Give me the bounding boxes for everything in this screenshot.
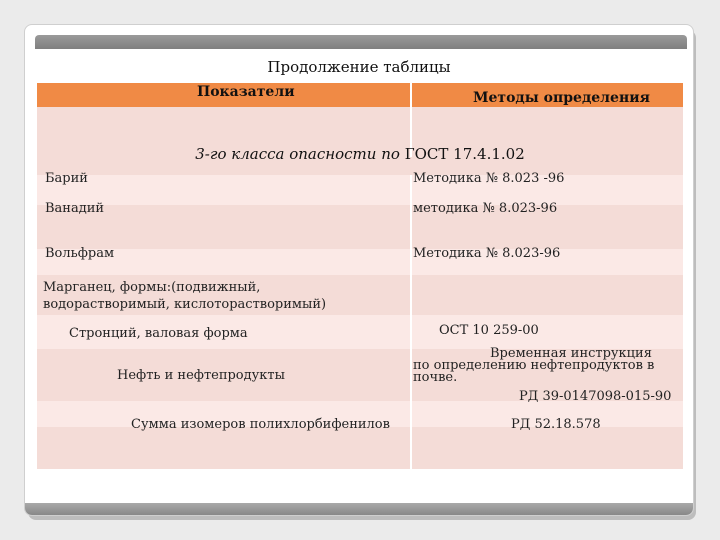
row-indicator-line1: Марганец, формы:(подвижный, xyxy=(43,280,261,295)
row-method: Методика № 8.023 -96 xyxy=(413,171,565,186)
table-caption: Продолжение таблицы xyxy=(267,58,451,76)
row-band xyxy=(37,175,683,205)
row-method: методика № 8.023-96 xyxy=(413,201,558,216)
row-indicator: Барий xyxy=(45,171,88,186)
subheading-standard: ГОСТ 17.4.1.02 xyxy=(404,145,525,163)
row-method-line4: РД 39-0147098-015-90 xyxy=(519,389,672,404)
header-indicators: Показатели xyxy=(197,84,295,100)
header-divider xyxy=(410,83,412,107)
row-indicator: Сумма изомеров полихлорбифенилов xyxy=(131,417,390,432)
subheading-italic: 3-го класса опасности по xyxy=(195,145,400,163)
row-indicator: Ванадий xyxy=(45,201,105,216)
data-table xyxy=(37,83,683,469)
row-method-line3: почве. xyxy=(413,370,458,385)
row-method-line2: по определению нефтепродуктов в xyxy=(413,358,655,373)
hazard-class-subheading xyxy=(37,145,683,163)
header-methods: Методы определения xyxy=(473,90,650,106)
row-indicator: Вольфрам xyxy=(45,246,115,261)
row-indicator: Нефть и нефтепродукты xyxy=(117,368,285,383)
slide xyxy=(24,24,694,516)
column-divider xyxy=(410,175,412,469)
row-method: Методика № 8.023-96 xyxy=(413,246,561,261)
row-band xyxy=(37,249,683,275)
row-method-line1: Временная инструкция xyxy=(490,346,652,361)
slide-top-bar xyxy=(35,35,687,49)
row-indicator-line2: водорастворимый, кислоторастворимый) xyxy=(43,297,327,312)
slide-bottom-bar xyxy=(25,503,693,515)
row-method: ОСТ 10 259-00 xyxy=(439,323,539,338)
row-indicator: Стронций, валовая форма xyxy=(69,326,248,341)
row-method: РД 52.18.578 xyxy=(511,417,601,432)
table-header xyxy=(37,83,683,107)
